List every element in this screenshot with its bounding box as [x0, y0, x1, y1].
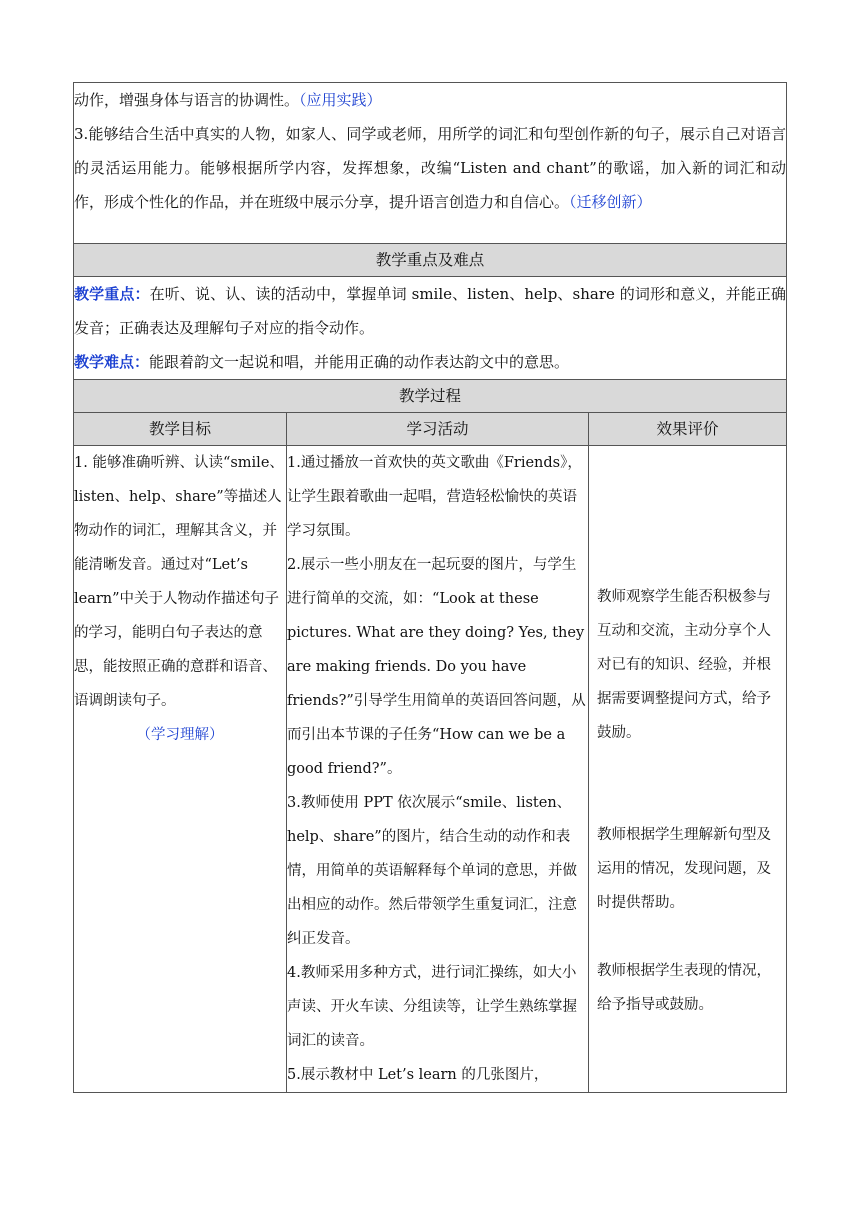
process-heading: 教学过程 [74, 380, 787, 413]
evaluation-2: 教师根据学生理解新句型及运用的情况，发现问题，及时提供帮助。 [597, 827, 771, 911]
key-points-heading: 教学重点及难点 [74, 244, 787, 277]
teaching-focus: 教学重点：在听、说、认、读的活动中，掌握单词 smile、listen、help、share 的词形和意义，并能正确发音；正确表达及理解句子对应的指令动作。 [74, 285, 787, 337]
activity-5: 5.展示教材中 Let’s learn 的几张图片， [287, 1067, 549, 1083]
activity-1: 1.通过播放一首欢快的英文歌曲《Friends》，让学生跟着歌曲一起唱，营造轻松愉快的英语学习氛围。 [287, 455, 582, 539]
teaching-focus-label: 教学重点： [74, 285, 150, 303]
activity-2: 2.展示一些小朋友在一起玩耍的图片，与学生进行简单的交流，如：“Look at these pictures. What are they doing? Yes, they are making friends. Do you have friends?”引导学生用简单的英语回答问题，从而引出本节课的子任务“How can we be a good friend?”。 [287, 557, 586, 777]
evaluation-cell [589, 446, 787, 1093]
activity-cell [287, 446, 589, 1093]
objectives-continued-cell [74, 83, 787, 244]
activity-3: 3.教师使用 PPT 依次展示“smile、listen、help、share”的图片，结合生动的动作和表情，用简单的英语解释每个单词的意思，并做出相应的动作。然后带领学生重复词汇，注意纠正发音。 [287, 795, 577, 947]
evaluation-3: 教师根据学生表现的情况，给予指导或鼓励。 [597, 963, 771, 1013]
lesson-plan-table [73, 82, 787, 1093]
teaching-difficulty-label: 教学难点： [74, 353, 150, 371]
teaching-difficulty: 教学难点：能跟着韵文一起说和唱，并能用正确的动作表达韵文中的意思。 [74, 353, 570, 371]
activity-4: 4.教师采用多种方式，进行词汇操练，如大小声读、开火车读、分组读等，让学生熟练掌握词汇的读音。 [287, 965, 577, 1049]
col-head-goals: 教学目标 [74, 413, 287, 446]
objective-2-tail: 动作，增强身体与语言的协调性。（应用实践） [74, 91, 382, 109]
key-points-cell [74, 277, 787, 380]
objective-3: 3.能够结合生活中真实的人物，如家人、同学或老师，用所学的词汇和句型创作新的句子，展示自己对语言的灵活运用能力。能够根据所学内容，发挥想象，改编“Listen and chant”的歌谣，加入新的词汇和动作，形成个性化的作品，并在班级中展示分享，提升语言创造力和自信心。（迁移创新） [74, 125, 787, 211]
goal-tag: （学习理解） [136, 727, 224, 743]
objective-3-tag: （迁移创新） [569, 193, 652, 211]
objective-2-tag: （应用实践） [299, 91, 382, 109]
goal-cell [74, 446, 287, 1093]
col-head-activities: 学习活动 [287, 413, 589, 446]
evaluation-1: 教师观察学生能否积极参与互动和交流，主动分享个人对已有的知识、经验，并根据需要调整提问方式，给予鼓励。 [597, 589, 771, 741]
goal-text: 1. 能够准确听辨、认读“smile、listen、help、share”等描述人物动作的词汇，理解其含义，并能清晰发音。通过对“Let’s learn”中关于人物动作描述句子的学习，能明白句子表达的意思，能按照正确的意群和语音、语调朗读句子。 [74, 455, 284, 709]
col-head-evaluation: 效果评价 [589, 413, 787, 446]
